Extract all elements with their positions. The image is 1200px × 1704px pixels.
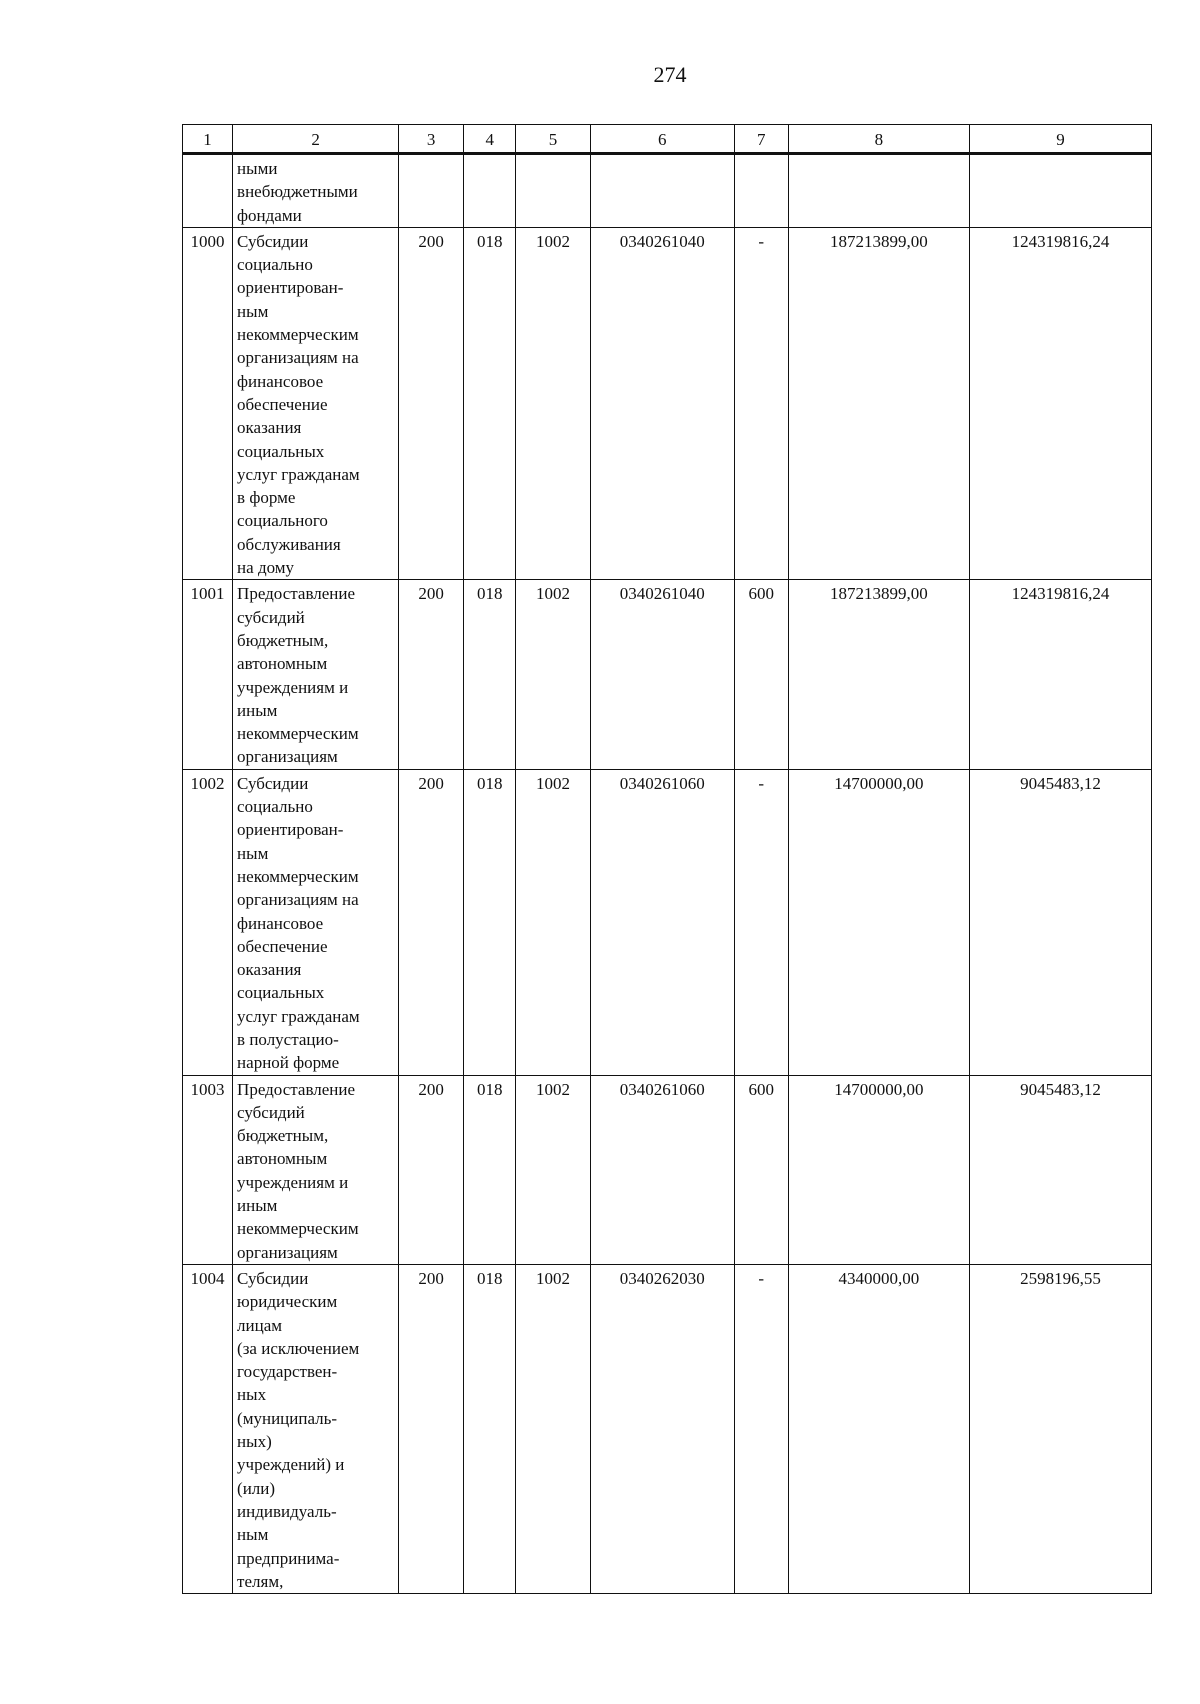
description-line: Субсидии bbox=[237, 231, 309, 251]
description-line: ным bbox=[237, 843, 269, 863]
description-line: социального bbox=[237, 511, 328, 531]
description-line: телям, bbox=[237, 1571, 284, 1591]
cell-col5: 1002 bbox=[516, 1264, 591, 1593]
row-code: 1001 bbox=[183, 580, 233, 769]
description-line: учреждений) и bbox=[237, 1455, 345, 1475]
row-description bbox=[233, 769, 399, 1075]
description-line: субсидий bbox=[237, 607, 305, 627]
description-line: внебюджетными bbox=[237, 182, 358, 202]
cell-col8: 187213899,00 bbox=[788, 580, 969, 769]
description-line: на дому bbox=[237, 558, 295, 578]
continuation-description bbox=[233, 154, 399, 228]
cell-col9: 2598196,55 bbox=[969, 1264, 1151, 1593]
column-header: 3 bbox=[399, 125, 464, 154]
cell-col8: 14700000,00 bbox=[788, 1075, 969, 1264]
cell-col3: 200 bbox=[399, 1264, 464, 1593]
cell-col7: - bbox=[734, 227, 788, 579]
description-line: социальных bbox=[237, 441, 325, 461]
cell-col3: 200 bbox=[399, 227, 464, 579]
cell-col3: 200 bbox=[399, 580, 464, 769]
description-line: оказания bbox=[237, 960, 302, 980]
column-header: 2 bbox=[233, 125, 399, 154]
description-line: ными bbox=[237, 159, 278, 178]
cell-col8: 4340000,00 bbox=[788, 1264, 969, 1593]
description-line: некоммерческим bbox=[237, 325, 359, 345]
row-code: 1002 bbox=[183, 769, 233, 1075]
description-line: ным bbox=[237, 301, 269, 321]
cell-col6: 0340261060 bbox=[590, 769, 734, 1075]
column-header: 4 bbox=[464, 125, 516, 154]
cell-col5: 1002 bbox=[516, 1075, 591, 1264]
row-code: 1000 bbox=[183, 227, 233, 579]
description-line: социально bbox=[237, 255, 313, 275]
budget-table bbox=[182, 124, 1152, 1594]
description-line: индивидуаль- bbox=[237, 1501, 337, 1521]
description-line: ориентирован- bbox=[237, 278, 344, 298]
page-number: 274 bbox=[653, 62, 687, 87]
cell-col6: 0340261060 bbox=[590, 1075, 734, 1264]
description-line: социальных bbox=[237, 983, 325, 1003]
cell-col3: 200 bbox=[399, 769, 464, 1075]
cell-col7: 600 bbox=[734, 1075, 788, 1264]
description-line: обеспечение bbox=[237, 936, 328, 956]
cell-col7: 600 bbox=[734, 580, 788, 769]
table-row bbox=[183, 1075, 1152, 1264]
description-line: учреждениям и bbox=[237, 677, 349, 697]
cell-col5: 1002 bbox=[516, 580, 591, 769]
description-line: учреждениям и bbox=[237, 1172, 349, 1192]
description-line: ных bbox=[237, 1385, 267, 1405]
description-line: организациям на bbox=[237, 890, 359, 910]
cell-col6: 0340261040 bbox=[590, 580, 734, 769]
description-line: обеспечение bbox=[237, 394, 328, 414]
cell-col3: 200 bbox=[399, 1075, 464, 1264]
description-line: ных) bbox=[237, 1432, 272, 1452]
description-line: Предоставление bbox=[237, 584, 356, 604]
cell-col8: 14700000,00 bbox=[788, 769, 969, 1075]
description-line: в форме bbox=[237, 488, 296, 508]
description-line: финансовое bbox=[237, 913, 324, 933]
description-line: (за исключением bbox=[237, 1338, 360, 1358]
cell-col9: 124319816,24 bbox=[969, 227, 1151, 579]
cell-col4: 018 bbox=[464, 1075, 516, 1264]
row-description bbox=[233, 1264, 399, 1593]
description-line: услуг гражданам bbox=[237, 1006, 360, 1026]
cell-col7: - bbox=[734, 1264, 788, 1593]
column-header: 7 bbox=[734, 125, 788, 154]
column-header: 5 bbox=[516, 125, 591, 154]
table-row bbox=[183, 227, 1152, 579]
description-line: (муниципаль- bbox=[237, 1408, 338, 1428]
column-header: 8 bbox=[788, 125, 969, 154]
row-description bbox=[233, 1075, 399, 1264]
description-line: (или) bbox=[237, 1478, 276, 1498]
description-line: предпринима- bbox=[237, 1548, 340, 1568]
table-row bbox=[183, 769, 1152, 1075]
column-header: 1 bbox=[183, 125, 233, 154]
row-code: 1004 bbox=[183, 1264, 233, 1593]
description-line: некоммерческим bbox=[237, 866, 359, 886]
description-line: организациям на bbox=[237, 348, 359, 368]
description-line: нарной форме bbox=[237, 1053, 340, 1073]
cell-col9: 9045483,12 bbox=[969, 769, 1151, 1075]
cell-col8: 187213899,00 bbox=[788, 227, 969, 579]
row-code: 1003 bbox=[183, 1075, 233, 1264]
cell-col4: 018 bbox=[464, 1264, 516, 1593]
cell-col6: 0340262030 bbox=[590, 1264, 734, 1593]
description-line: государствен- bbox=[237, 1362, 338, 1382]
description-line: бюджетным, bbox=[237, 630, 329, 650]
description-line: бюджетным, bbox=[237, 1126, 329, 1146]
description-line: социально bbox=[237, 797, 313, 817]
cell-col5: 1002 bbox=[516, 769, 591, 1075]
description-line: фондами bbox=[237, 205, 302, 225]
description-line: юридическим bbox=[237, 1292, 338, 1312]
description-line: Предоставление bbox=[237, 1079, 356, 1099]
description-line: иным bbox=[237, 700, 278, 720]
cell-col9: 9045483,12 bbox=[969, 1075, 1151, 1264]
description-line: иным bbox=[237, 1196, 278, 1216]
table-row bbox=[183, 580, 1152, 769]
description-line: ориентирован- bbox=[237, 820, 344, 840]
cell-col5: 1002 bbox=[516, 227, 591, 579]
cell-col4: 018 bbox=[464, 227, 516, 579]
description-line: некоммерческим bbox=[237, 1219, 359, 1239]
description-line: услуг гражданам bbox=[237, 464, 360, 484]
cell-col4: 018 bbox=[464, 769, 516, 1075]
description-line: автономным bbox=[237, 654, 328, 674]
description-line: некоммерческим bbox=[237, 724, 359, 744]
row-description bbox=[233, 227, 399, 579]
description-line: организациям bbox=[237, 747, 338, 767]
description-line: оказания bbox=[237, 418, 302, 438]
description-line: Субсидии bbox=[237, 1268, 309, 1288]
table-row bbox=[183, 1264, 1152, 1593]
description-line: Субсидии bbox=[237, 773, 309, 793]
cell-col6: 0340261040 bbox=[590, 227, 734, 579]
cell-col9: 124319816,24 bbox=[969, 580, 1151, 769]
description-line: обслуживания bbox=[237, 534, 341, 554]
column-header: 6 bbox=[590, 125, 734, 154]
description-line: субсидий bbox=[237, 1102, 305, 1122]
cell-col7: - bbox=[734, 769, 788, 1075]
cell-col4: 018 bbox=[464, 580, 516, 769]
column-number-row bbox=[183, 125, 1152, 154]
description-line: в полустацио- bbox=[237, 1029, 339, 1049]
row-description bbox=[233, 580, 399, 769]
description-line: лицам bbox=[237, 1315, 283, 1335]
column-header: 9 bbox=[969, 125, 1151, 154]
description-line: финансовое bbox=[237, 371, 324, 391]
description-line: организациям bbox=[237, 1242, 338, 1262]
continuation-row bbox=[183, 154, 1152, 228]
description-line: автономным bbox=[237, 1149, 328, 1169]
description-line: ным bbox=[237, 1525, 269, 1545]
